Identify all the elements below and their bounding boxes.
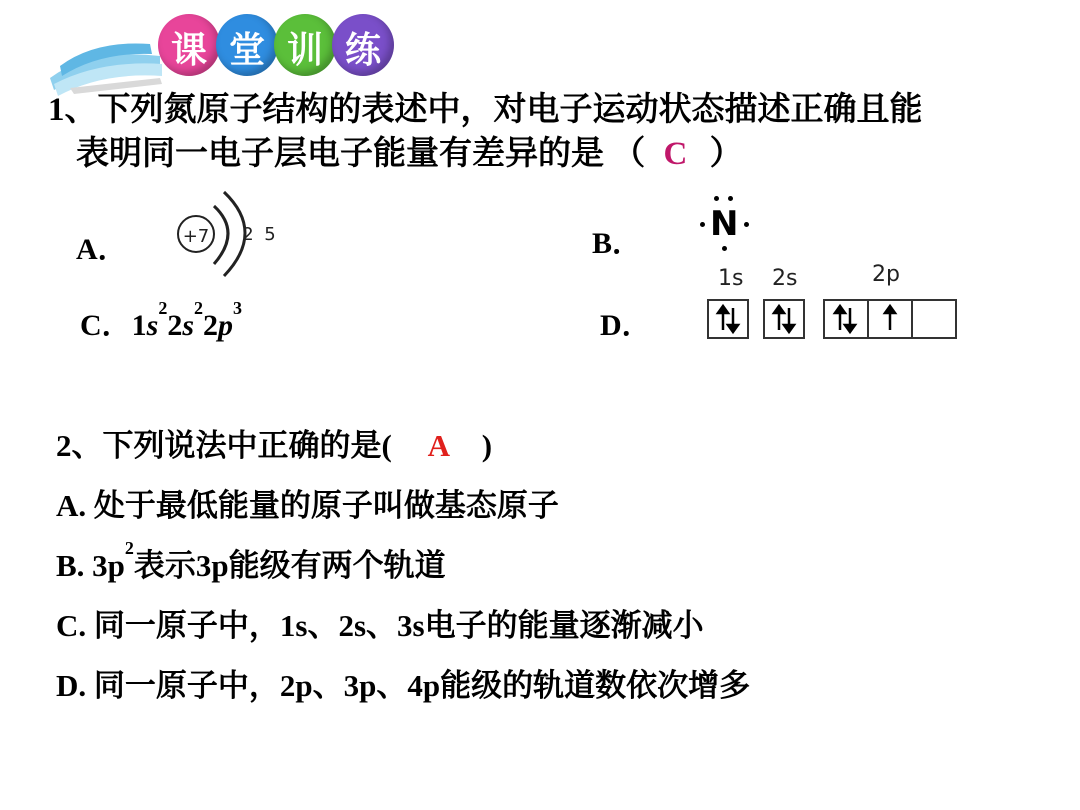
q2-stem-text: 2、下列说法中正确的是( bbox=[56, 428, 392, 463]
lewis-dot-diagram bbox=[698, 192, 754, 256]
q1-option-d-label: D． bbox=[600, 309, 652, 342]
q1-option-c bbox=[80, 300, 242, 344]
q1-line-2-text: 表明同一电子层电子能量有差异的是 （ bbox=[76, 136, 646, 172]
q2-answer: A bbox=[427, 428, 450, 463]
shell-1-electrons: 2 bbox=[242, 224, 254, 245]
electron-configuration: $1s^22s^22p^3$ bbox=[131, 298, 243, 342]
q1-option-c-label: C． bbox=[80, 309, 132, 342]
q1-close: ） bbox=[709, 136, 743, 172]
orbital-1s-label: 1s bbox=[718, 266, 744, 291]
badge-2-text: 堂 bbox=[228, 30, 265, 71]
q1-option-a-label: A． bbox=[76, 233, 128, 266]
orbital-2s-label: 2s bbox=[772, 266, 798, 291]
orbital-diagram bbox=[706, 296, 962, 342]
orbital-2s-box bbox=[764, 300, 804, 338]
q2-option-b-post: 表示3p能级有两个轨道 bbox=[133, 548, 446, 583]
orbital-1s-box bbox=[708, 300, 748, 338]
shell-2-electrons: 5 bbox=[264, 224, 276, 245]
badge-3-text: 训 bbox=[286, 30, 323, 71]
q1-line-1: 1、下列氮原子结构的表述中，对电子运动状态描述正确且能 bbox=[48, 92, 923, 128]
dot-bottom bbox=[722, 246, 727, 251]
badge-1-text: 课 bbox=[170, 30, 207, 71]
dot-top-2 bbox=[728, 196, 733, 201]
dot-right bbox=[744, 222, 749, 227]
nitrogen-symbol: N bbox=[710, 204, 739, 244]
atom-structure-diagram bbox=[168, 186, 288, 278]
q2-stem bbox=[56, 420, 492, 465]
dot-top-1 bbox=[714, 196, 719, 201]
q2-option-d: D. 同一原子中，2p、3p、4p能级的轨道数依次增多 bbox=[56, 668, 751, 703]
dot-left bbox=[700, 222, 705, 227]
nucleus-charge: +7 bbox=[182, 226, 210, 247]
q2-option-c: C. 同一原子中，1s、2s、3s电子的能量逐渐减小 bbox=[56, 608, 704, 643]
q2-option-b bbox=[56, 540, 446, 585]
q2-option-a: A. 处于最低能量的原子叫做基态原子 bbox=[56, 488, 559, 523]
q1-option-b-label: B． bbox=[592, 227, 643, 260]
q1-answer: C bbox=[663, 136, 688, 172]
q2-option-b-pre: B. 3p bbox=[56, 548, 125, 583]
q2-option-b-sup: 2 bbox=[124, 538, 134, 558]
q1-line-2 bbox=[76, 132, 743, 176]
orbital-2p-label: 2p bbox=[872, 262, 900, 287]
header-badges bbox=[158, 14, 398, 80]
badge-4-text: 练 bbox=[344, 30, 381, 71]
q2-close: ) bbox=[481, 428, 493, 463]
